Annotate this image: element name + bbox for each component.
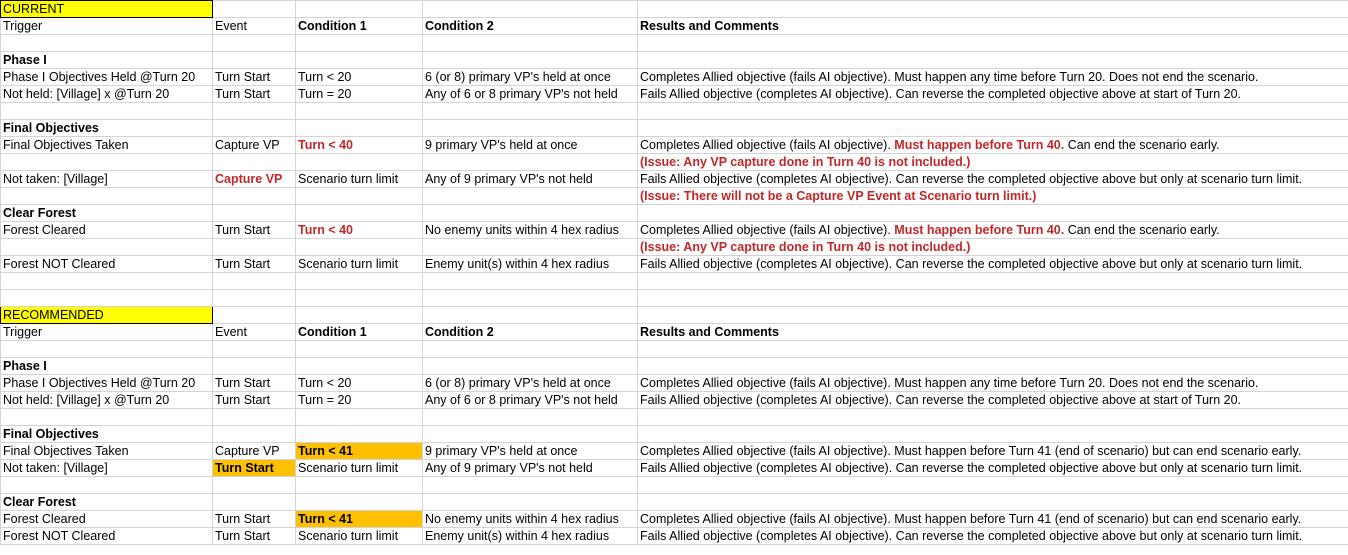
cell-condition-1[interactable]: Turn < 20 xyxy=(296,69,423,86)
table-row xyxy=(1,392,1348,409)
cell[interactable] xyxy=(1,409,213,426)
cell-condition-1[interactable]: Turn = 20 xyxy=(296,392,423,409)
cell-results[interactable]: Fails Allied objective (completes AI objective). Can reverse the completed objective above at start of Turn 20. xyxy=(638,392,1348,409)
cell[interactable] xyxy=(213,426,296,443)
group-title-final[interactable]: Final Objectives xyxy=(1,426,213,443)
cell[interactable] xyxy=(638,307,1348,324)
cell[interactable] xyxy=(638,426,1348,443)
cell-condition-2[interactable]: Any of 6 or 8 primary VP's not held xyxy=(423,86,638,103)
cell-trigger[interactable]: Not held: [Village] x @Turn 20 xyxy=(1,392,213,409)
header-row xyxy=(1,324,1348,341)
empty-row xyxy=(1,341,1348,358)
sheet-row xyxy=(1,1,1348,18)
cell[interactable] xyxy=(1,273,213,290)
cell-condition-2[interactable]: No enemy units within 4 hex radius xyxy=(423,511,638,528)
cell-trigger[interactable]: Not taken: [Village] xyxy=(1,460,213,477)
cell-event-highlighted[interactable]: Turn Start xyxy=(213,460,296,477)
cell-trigger[interactable]: Forest NOT Cleared xyxy=(1,256,213,273)
cell-event[interactable]: Capture VP xyxy=(213,137,296,154)
cell[interactable] xyxy=(296,52,423,69)
group-title-row xyxy=(1,426,1348,443)
cell[interactable] xyxy=(296,409,423,426)
cell[interactable] xyxy=(1,477,213,494)
table-row xyxy=(1,256,1348,273)
cell[interactable] xyxy=(423,307,638,324)
cell[interactable] xyxy=(213,120,296,137)
result-text: Completes Allied objective (fails AI objective). xyxy=(640,223,895,237)
empty-row xyxy=(1,477,1348,494)
cell-condition-1-highlighted[interactable]: Turn < 41 xyxy=(296,511,423,528)
cell[interactable] xyxy=(423,273,638,290)
group-title-row xyxy=(1,120,1348,137)
cell[interactable] xyxy=(213,52,296,69)
cell-results[interactable]: Fails Allied objective (completes AI objective). Can reverse the completed objective above at start of Turn 20. xyxy=(638,86,1348,103)
cell[interactable] xyxy=(1,35,213,52)
result-emphasis: Must happen before Turn 40. xyxy=(894,138,1065,152)
cell[interactable] xyxy=(423,52,638,69)
group-title-phase1[interactable]: Phase I xyxy=(1,52,213,69)
cell-trigger[interactable]: Phase I Objectives Held @Turn 20 xyxy=(1,69,213,86)
cell[interactable] xyxy=(1,103,213,120)
cell-event[interactable]: Capture VP xyxy=(213,443,296,460)
cell[interactable] xyxy=(638,358,1348,375)
result-text: Can end the scenario early. xyxy=(1064,138,1220,152)
empty-row xyxy=(1,273,1348,290)
cell[interactable] xyxy=(423,103,638,120)
group-title-phase1[interactable]: Phase I xyxy=(1,358,213,375)
cell[interactable] xyxy=(213,341,296,358)
cell-trigger[interactable]: Forest NOT Cleared xyxy=(1,528,213,545)
cell-issue[interactable]: (Issue: Any VP capture done in Turn 40 is not included.) xyxy=(638,154,1348,171)
header-row xyxy=(1,18,1348,35)
header-condition-1[interactable]: Condition 1 xyxy=(296,18,423,35)
cell-event[interactable]: Turn Start xyxy=(213,222,296,239)
cell[interactable] xyxy=(296,239,423,256)
cell[interactable] xyxy=(423,409,638,426)
cell[interactable] xyxy=(296,1,423,18)
table-row xyxy=(1,154,1348,171)
empty-row xyxy=(1,103,1348,120)
cell[interactable] xyxy=(638,120,1348,137)
cell-condition-2[interactable]: 6 (or 8) primary VP's held at once xyxy=(423,69,638,86)
cell[interactable] xyxy=(296,188,423,205)
cell-event[interactable]: Turn Start xyxy=(213,528,296,545)
cell-condition-2[interactable]: 9 primary VP's held at once xyxy=(423,443,638,460)
header-trigger[interactable]: Trigger xyxy=(1,18,213,35)
table-row xyxy=(1,188,1348,205)
cell-condition-1[interactable]: Scenario turn limit xyxy=(296,528,423,545)
cell-event[interactable]: Turn Start xyxy=(213,256,296,273)
cell-results[interactable]: Fails Allied objective (completes AI objective). Can reverse the completed objective above but only at scenario turn limit. xyxy=(638,171,1348,188)
cell[interactable] xyxy=(638,273,1348,290)
cell[interactable] xyxy=(296,120,423,137)
cell[interactable] xyxy=(423,358,638,375)
cell[interactable] xyxy=(423,205,638,222)
cell[interactable] xyxy=(638,103,1348,120)
table-row xyxy=(1,222,1348,239)
cell-condition-2[interactable]: 6 (or 8) primary VP's held at once xyxy=(423,375,638,392)
cell[interactable] xyxy=(638,205,1348,222)
table-row xyxy=(1,511,1348,528)
header-event[interactable]: Event xyxy=(213,18,296,35)
table-row xyxy=(1,171,1348,188)
cell[interactable] xyxy=(1,290,213,307)
table-row xyxy=(1,460,1348,477)
cell[interactable] xyxy=(213,273,296,290)
section-label-recommended[interactable]: RECOMMENDED xyxy=(1,307,213,324)
table-row xyxy=(1,528,1348,545)
section-label-current[interactable]: CURRENT xyxy=(1,1,213,18)
cell[interactable] xyxy=(296,154,423,171)
result-text: Can end the scenario early. xyxy=(1064,223,1220,237)
cell[interactable] xyxy=(213,239,296,256)
cell-event[interactable]: Turn Start xyxy=(213,86,296,103)
cell-trigger[interactable]: Not held: [Village] x @Turn 20 xyxy=(1,86,213,103)
cell[interactable] xyxy=(296,103,423,120)
cell[interactable] xyxy=(638,341,1348,358)
cell[interactable] xyxy=(296,290,423,307)
cell[interactable] xyxy=(638,409,1348,426)
cell-condition-1[interactable]: Turn = 20 xyxy=(296,86,423,103)
table-row xyxy=(1,239,1348,256)
cell-results[interactable]: Completes Allied objective (fails AI objective). Must happen before Turn 41 (end of scenario) but can end scenario early. xyxy=(638,511,1348,528)
cell-results[interactable]: Completes Allied objective (fails AI objective). Must happen any time before Turn 20. Does not end the scenario. xyxy=(638,375,1348,392)
cell[interactable] xyxy=(423,477,638,494)
cell-trigger[interactable]: Final Objectives Taken xyxy=(1,443,213,460)
cell-condition-2[interactable]: 9 primary VP's held at once xyxy=(423,137,638,154)
cell-event[interactable]: Turn Start xyxy=(213,392,296,409)
cell[interactable] xyxy=(638,290,1348,307)
cell-condition-2[interactable]: Any of 9 primary VP's not held xyxy=(423,171,638,188)
cell[interactable] xyxy=(296,307,423,324)
cell[interactable] xyxy=(423,494,638,511)
cell[interactable] xyxy=(213,205,296,222)
cell[interactable] xyxy=(423,120,638,137)
cell-condition-2[interactable]: Enemy unit(s) within 4 hex radius xyxy=(423,528,638,545)
table-row xyxy=(1,86,1348,103)
cell-trigger[interactable]: Phase I Objectives Held @Turn 20 xyxy=(1,375,213,392)
table-row xyxy=(1,69,1348,86)
cell[interactable] xyxy=(423,154,638,171)
header-condition-2[interactable]: Condition 2 xyxy=(423,18,638,35)
cell[interactable] xyxy=(213,154,296,171)
group-title-final[interactable]: Final Objectives xyxy=(1,120,213,137)
cell[interactable] xyxy=(423,35,638,52)
cell-trigger[interactable]: Forest Cleared xyxy=(1,222,213,239)
cell-trigger[interactable]: Not taken: [Village] xyxy=(1,171,213,188)
cell-trigger[interactable]: Final Objectives Taken xyxy=(1,137,213,154)
cell-condition-2[interactable]: Any of 9 primary VP's not held xyxy=(423,460,638,477)
cell[interactable] xyxy=(423,188,638,205)
cell-event[interactable]: Turn Start xyxy=(213,511,296,528)
cell[interactable] xyxy=(213,188,296,205)
cell[interactable] xyxy=(423,426,638,443)
cell[interactable] xyxy=(1,188,213,205)
cell-condition-1-highlighted[interactable]: Turn < 41 xyxy=(296,443,423,460)
cell-condition-1[interactable]: Turn < 40 xyxy=(296,222,423,239)
cell[interactable] xyxy=(638,1,1348,18)
cell-results[interactable] xyxy=(638,137,1348,154)
cell-condition-1[interactable]: Turn < 40 xyxy=(296,137,423,154)
table-row xyxy=(1,443,1348,460)
cell[interactable] xyxy=(213,1,296,18)
cell[interactable] xyxy=(638,477,1348,494)
cell[interactable] xyxy=(213,494,296,511)
cell-event[interactable]: Turn Start xyxy=(213,69,296,86)
cell[interactable] xyxy=(296,358,423,375)
cell-condition-1[interactable]: Turn < 20 xyxy=(296,375,423,392)
sheet-row xyxy=(1,307,1348,324)
cell[interactable] xyxy=(213,409,296,426)
cell[interactable] xyxy=(296,273,423,290)
header-results[interactable]: Results and Comments xyxy=(638,324,1348,341)
cell[interactable] xyxy=(213,103,296,120)
cell[interactable] xyxy=(638,35,1348,52)
cell[interactable] xyxy=(296,341,423,358)
cell-condition-1[interactable]: Scenario turn limit xyxy=(296,460,423,477)
cell[interactable] xyxy=(296,35,423,52)
header-results[interactable]: Results and Comments xyxy=(638,18,1348,35)
result-emphasis: Must happen before Turn 40. xyxy=(894,223,1065,237)
cell[interactable] xyxy=(1,239,213,256)
empty-row xyxy=(1,290,1348,307)
table-row xyxy=(1,137,1348,154)
cell-condition-2[interactable]: Any of 6 or 8 primary VP's not held xyxy=(423,392,638,409)
group-title-forest[interactable]: Clear Forest xyxy=(1,494,213,511)
cell-issue[interactable]: (Issue: Any VP capture done in Turn 40 is not included.) xyxy=(638,239,1348,256)
cell-results[interactable]: Completes Allied objective (fails AI objective). Must happen any time before Turn 20. Does not end the scenario. xyxy=(638,69,1348,86)
cell[interactable] xyxy=(423,290,638,307)
cell-results[interactable]: Fails Allied objective (completes AI objective). Can reverse the completed objective above but only at scenario turn limit. xyxy=(638,528,1348,545)
cell-condition-2[interactable]: No enemy units within 4 hex radius xyxy=(423,222,638,239)
cell[interactable] xyxy=(213,358,296,375)
cell[interactable] xyxy=(423,239,638,256)
cell[interactable] xyxy=(213,477,296,494)
group-title-row xyxy=(1,205,1348,222)
cell[interactable] xyxy=(296,477,423,494)
cell-issue[interactable]: (Issue: There will not be a Capture VP Event at Scenario turn limit.) xyxy=(638,188,1348,205)
group-title-row xyxy=(1,358,1348,375)
cell[interactable] xyxy=(213,35,296,52)
header-event[interactable]: Event xyxy=(213,324,296,341)
cell-results[interactable] xyxy=(638,222,1348,239)
cell-event[interactable]: Capture VP xyxy=(213,171,296,188)
cell-results[interactable]: Fails Allied objective (completes AI objective). Can reverse the completed objective above but only at scenario turn limit. xyxy=(638,460,1348,477)
empty-row xyxy=(1,409,1348,426)
cell[interactable] xyxy=(213,290,296,307)
table-row xyxy=(1,375,1348,392)
cell-results[interactable]: Fails Allied objective (completes AI objective). Can reverse the completed objective above but only at scenario turn limit. xyxy=(638,256,1348,273)
header-trigger[interactable]: Trigger xyxy=(1,324,213,341)
cell-trigger[interactable]: Forest Cleared xyxy=(1,511,213,528)
group-title-row xyxy=(1,52,1348,69)
cell-condition-2[interactable]: Enemy unit(s) within 4 hex radius xyxy=(423,256,638,273)
cell-event[interactable]: Turn Start xyxy=(213,375,296,392)
result-text: Completes Allied objective (fails AI objective). xyxy=(640,138,895,152)
cell[interactable] xyxy=(423,1,638,18)
cell-condition-1[interactable]: Scenario turn limit xyxy=(296,171,423,188)
header-condition-2[interactable]: Condition 2 xyxy=(423,324,638,341)
group-title-row xyxy=(1,494,1348,511)
cell[interactable] xyxy=(423,341,638,358)
cell[interactable] xyxy=(638,52,1348,69)
group-title-forest[interactable]: Clear Forest xyxy=(1,205,213,222)
cell[interactable] xyxy=(296,426,423,443)
header-condition-1[interactable]: Condition 1 xyxy=(296,324,423,341)
cell[interactable] xyxy=(213,307,296,324)
cell-condition-1[interactable]: Scenario turn limit xyxy=(296,256,423,273)
cell[interactable] xyxy=(1,341,213,358)
cell[interactable] xyxy=(638,494,1348,511)
cell[interactable] xyxy=(296,205,423,222)
cell[interactable] xyxy=(296,494,423,511)
cell-results[interactable]: Completes Allied objective (fails AI objective). Must happen before Turn 41 (end of scenario) but can end scenario early. xyxy=(638,443,1348,460)
cell[interactable] xyxy=(1,154,213,171)
empty-row xyxy=(1,35,1348,52)
